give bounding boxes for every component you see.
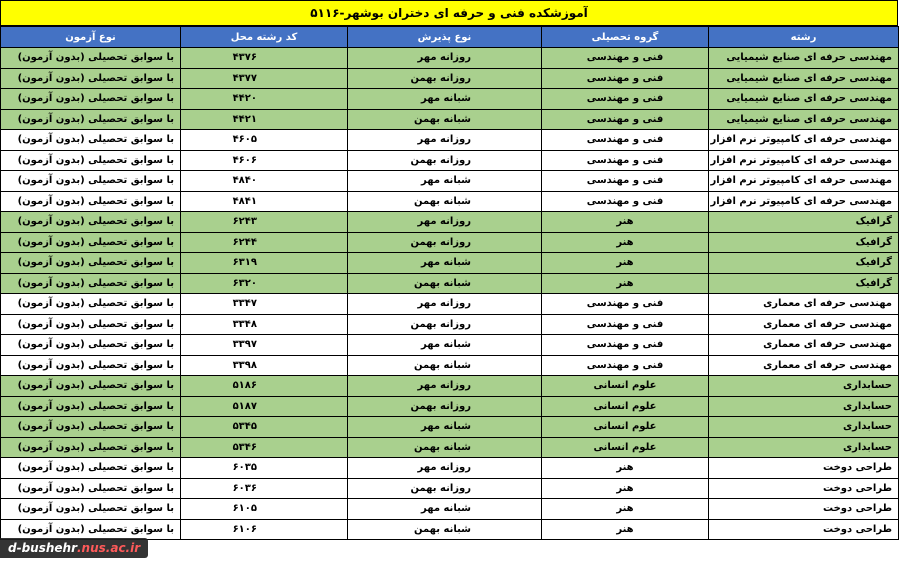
cell-field: مهندسی حرفه ای صنایع شیمیایی xyxy=(709,68,899,89)
cell-admission: شبانه بهمن xyxy=(348,273,542,294)
cell-exam: با سوابق تحصیلی (بدون آزمون) xyxy=(1,109,181,130)
cell-group: هنر xyxy=(542,499,709,520)
cell-field: حسابداری xyxy=(709,417,899,438)
cell-exam: با سوابق تحصیلی (بدون آزمون) xyxy=(1,335,181,356)
cell-field: مهندسی حرفه ای معماری xyxy=(709,294,899,315)
cell-code: ۵۳۴۶ xyxy=(181,437,348,458)
table-row xyxy=(1,478,899,499)
site-watermark xyxy=(0,538,148,558)
cell-code: ۴۶۰۵ xyxy=(181,130,348,151)
header-admission: نوع پذیرش xyxy=(348,27,542,48)
cell-admission: روزانه بهمن xyxy=(348,396,542,417)
cell-code: ۳۳۹۸ xyxy=(181,355,348,376)
programs-table xyxy=(0,26,899,540)
cell-admission: روزانه مهر xyxy=(348,376,542,397)
header-exam: نوع آزمون xyxy=(1,27,181,48)
cell-group: فنی و مهندسی xyxy=(542,171,709,192)
cell-exam: با سوابق تحصیلی (بدون آزمون) xyxy=(1,396,181,417)
cell-exam: با سوابق تحصیلی (بدون آزمون) xyxy=(1,68,181,89)
table-row xyxy=(1,355,899,376)
cell-admission: شبانه مهر xyxy=(348,499,542,520)
sheet-title: آموزشکده فنی و حرفه ای دختران بوشهر-۵۱۱۶ xyxy=(0,0,898,26)
cell-field: مهندسی حرفه ای کامپیوتر نرم افزار xyxy=(709,171,899,192)
table-row xyxy=(1,335,899,356)
cell-exam: با سوابق تحصیلی (بدون آزمون) xyxy=(1,253,181,274)
table-row xyxy=(1,396,899,417)
cell-admission: شبانه مهر xyxy=(348,171,542,192)
cell-field: مهندسی حرفه ای صنایع شیمیایی xyxy=(709,89,899,110)
cell-group: فنی و مهندسی xyxy=(542,355,709,376)
cell-field: گرافیک xyxy=(709,253,899,274)
cell-exam: با سوابق تحصیلی (بدون آزمون) xyxy=(1,499,181,520)
cell-exam: با سوابق تحصیلی (بدون آزمون) xyxy=(1,478,181,499)
cell-exam: با سوابق تحصیلی (بدون آزمون) xyxy=(1,294,181,315)
cell-exam: با سوابق تحصیلی (بدون آزمون) xyxy=(1,417,181,438)
cell-code: ۵۱۸۶ xyxy=(181,376,348,397)
table-row xyxy=(1,48,899,69)
cell-code: ۵۳۴۵ xyxy=(181,417,348,438)
cell-admission: روزانه بهمن xyxy=(348,314,542,335)
cell-group: هنر xyxy=(542,232,709,253)
cell-group: هنر xyxy=(542,478,709,499)
cell-code: ۳۳۴۸ xyxy=(181,314,348,335)
cell-admission: روزانه بهمن xyxy=(348,478,542,499)
table-row xyxy=(1,68,899,89)
cell-group: فنی و مهندسی xyxy=(542,109,709,130)
cell-field: گرافیک xyxy=(709,273,899,294)
cell-group: هنر xyxy=(542,273,709,294)
table-row xyxy=(1,171,899,192)
cell-admission: شبانه مهر xyxy=(348,417,542,438)
cell-code: ۴۳۷۷ xyxy=(181,68,348,89)
table-row xyxy=(1,253,899,274)
cell-exam: با سوابق تحصیلی (بدون آزمون) xyxy=(1,355,181,376)
cell-exam: با سوابق تحصیلی (بدون آزمون) xyxy=(1,376,181,397)
table-row xyxy=(1,458,899,479)
table-row xyxy=(1,499,899,520)
cell-admission: روزانه بهمن xyxy=(348,150,542,171)
cell-code: ۶۳۲۰ xyxy=(181,273,348,294)
cell-field: حسابداری xyxy=(709,396,899,417)
cell-admission: شبانه مهر xyxy=(348,253,542,274)
cell-code: ۵۱۸۷ xyxy=(181,396,348,417)
cell-code: ۶۱۰۶ xyxy=(181,519,348,540)
cell-group: فنی و مهندسی xyxy=(542,335,709,356)
cell-code: ۴۸۴۰ xyxy=(181,171,348,192)
table-row xyxy=(1,89,899,110)
cell-exam: با سوابق تحصیلی (بدون آزمون) xyxy=(1,150,181,171)
cell-group: فنی و مهندسی xyxy=(542,150,709,171)
cell-field: طراحی دوخت xyxy=(709,458,899,479)
cell-field: مهندسی حرفه ای کامپیوتر نرم افزار xyxy=(709,130,899,151)
cell-group: علوم انسانی xyxy=(542,396,709,417)
cell-field: مهندسی حرفه ای صنایع شیمیایی xyxy=(709,109,899,130)
cell-admission: روزانه مهر xyxy=(348,130,542,151)
cell-group: فنی و مهندسی xyxy=(542,89,709,110)
cell-code: ۶۰۳۶ xyxy=(181,478,348,499)
table-row xyxy=(1,314,899,335)
cell-code: ۶۲۴۳ xyxy=(181,212,348,233)
cell-exam: با سوابق تحصیلی (بدون آزمون) xyxy=(1,89,181,110)
cell-field: طراحی دوخت xyxy=(709,519,899,540)
cell-exam: با سوابق تحصیلی (بدون آزمون) xyxy=(1,458,181,479)
header-code: کد رشته محل xyxy=(181,27,348,48)
cell-group: هنر xyxy=(542,519,709,540)
table-row xyxy=(1,437,899,458)
watermark-accent: .nus.ac.ir xyxy=(77,541,141,555)
cell-exam: با سوابق تحصیلی (بدون آزمون) xyxy=(1,519,181,540)
cell-admission: روزانه بهمن xyxy=(348,68,542,89)
cell-field: طراحی دوخت xyxy=(709,499,899,520)
cell-code: ۶۳۱۹ xyxy=(181,253,348,274)
cell-field: مهندسی حرفه ای معماری xyxy=(709,314,899,335)
cell-group: هنر xyxy=(542,458,709,479)
cell-exam: با سوابق تحصیلی (بدون آزمون) xyxy=(1,437,181,458)
table-row xyxy=(1,130,899,151)
cell-admission: شبانه بهمن xyxy=(348,437,542,458)
cell-field: مهندسی حرفه ای معماری xyxy=(709,355,899,376)
cell-field: طراحی دوخت xyxy=(709,478,899,499)
cell-exam: با سوابق تحصیلی (بدون آزمون) xyxy=(1,314,181,335)
table-row xyxy=(1,232,899,253)
cell-group: فنی و مهندسی xyxy=(542,68,709,89)
table-row xyxy=(1,294,899,315)
cell-group: هنر xyxy=(542,212,709,233)
cell-field: حسابداری xyxy=(709,376,899,397)
cell-field: مهندسی حرفه ای کامپیوتر نرم افزار xyxy=(709,191,899,212)
cell-field: مهندسی حرفه ای صنایع شیمیایی xyxy=(709,48,899,69)
cell-admission: شبانه مهر xyxy=(348,89,542,110)
table-row xyxy=(1,417,899,438)
cell-group: هنر xyxy=(542,253,709,274)
cell-admission: شبانه بهمن xyxy=(348,191,542,212)
cell-exam: با سوابق تحصیلی (بدون آزمون) xyxy=(1,273,181,294)
header-row xyxy=(1,27,899,48)
cell-code: ۴۶۰۶ xyxy=(181,150,348,171)
cell-group: فنی و مهندسی xyxy=(542,48,709,69)
table-body xyxy=(1,48,899,540)
cell-admission: شبانه بهمن xyxy=(348,355,542,376)
cell-field: مهندسی حرفه ای کامپیوتر نرم افزار xyxy=(709,150,899,171)
table-row xyxy=(1,376,899,397)
table-row xyxy=(1,212,899,233)
table-row xyxy=(1,150,899,171)
cell-code: ۶۲۴۴ xyxy=(181,232,348,253)
cell-field: گرافیک xyxy=(709,212,899,233)
cell-exam: با سوابق تحصیلی (بدون آزمون) xyxy=(1,48,181,69)
cell-code: ۶۰۳۵ xyxy=(181,458,348,479)
watermark-main: d-bushehr xyxy=(8,541,77,555)
table-row xyxy=(1,273,899,294)
table-row xyxy=(1,191,899,212)
cell-exam: با سوابق تحصیلی (بدون آزمون) xyxy=(1,191,181,212)
cell-admission: روزانه مهر xyxy=(348,48,542,69)
cell-field: مهندسی حرفه ای معماری xyxy=(709,335,899,356)
cell-group: علوم انسانی xyxy=(542,437,709,458)
cell-group: علوم انسانی xyxy=(542,376,709,397)
cell-exam: با سوابق تحصیلی (بدون آزمون) xyxy=(1,130,181,151)
cell-exam: با سوابق تحصیلی (بدون آزمون) xyxy=(1,232,181,253)
table-row xyxy=(1,109,899,130)
cell-group: علوم انسانی xyxy=(542,417,709,438)
cell-field: حسابداری xyxy=(709,437,899,458)
cell-group: فنی و مهندسی xyxy=(542,294,709,315)
cell-admission: شبانه بهمن xyxy=(348,519,542,540)
cell-code: ۳۳۴۷ xyxy=(181,294,348,315)
cell-group: فنی و مهندسی xyxy=(542,314,709,335)
cell-code: ۶۱۰۵ xyxy=(181,499,348,520)
cell-admission: روزانه بهمن xyxy=(348,232,542,253)
cell-code: ۳۳۹۷ xyxy=(181,335,348,356)
cell-admission: روزانه مهر xyxy=(348,458,542,479)
cell-code: ۴۳۷۶ xyxy=(181,48,348,69)
cell-group: فنی و مهندسی xyxy=(542,130,709,151)
header-field: رشته xyxy=(709,27,899,48)
cell-exam: با سوابق تحصیلی (بدون آزمون) xyxy=(1,171,181,192)
cell-code: ۴۴۲۰ xyxy=(181,89,348,110)
cell-exam: با سوابق تحصیلی (بدون آزمون) xyxy=(1,212,181,233)
cell-field: گرافیک xyxy=(709,232,899,253)
header-group: گروه تحصیلی xyxy=(542,27,709,48)
cell-admission: شبانه مهر xyxy=(348,335,542,356)
cell-admission: شبانه بهمن xyxy=(348,109,542,130)
cell-group: فنی و مهندسی xyxy=(542,191,709,212)
cell-code: ۴۸۴۱ xyxy=(181,191,348,212)
cell-code: ۴۴۲۱ xyxy=(181,109,348,130)
cell-admission: روزانه مهر xyxy=(348,212,542,233)
table-row xyxy=(1,519,899,540)
cell-admission: روزانه مهر xyxy=(348,294,542,315)
